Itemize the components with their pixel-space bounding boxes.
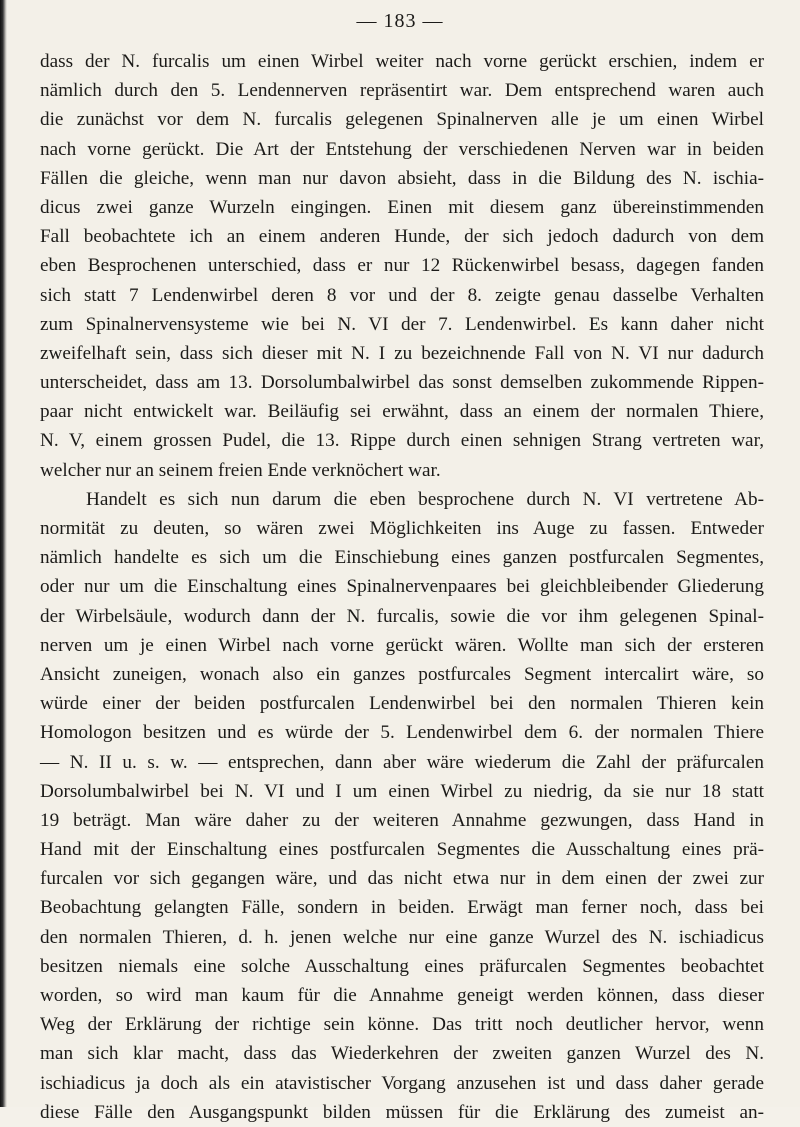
text-line: den normalen Thieren, d. h. jenen welche nur eine ganze Wurzel des N. ischiadicus — [40, 926, 764, 948]
paragraph-2 — [40, 485, 764, 1127]
text-line: Weg der Erklärung der richtige sein könne. Das tritt noch deutlicher hervor, wenn — [40, 1014, 764, 1036]
text-line: N. V, einem grossen Pudel, die 13. Rippe durch einen sehnigen Strang vertreten war, — [40, 430, 764, 452]
text-line: welcher nur an seinem freien Ende verknöchert war. — [40, 459, 441, 481]
text-line: Fall beobachtete ich an einem anderen Hunde, der sich jedoch dadurch von dem — [40, 226, 764, 248]
text-line: würde einer der beiden postfurcalen Lendenwirbel bei den normalen Thieren kein — [40, 693, 764, 715]
page-edge-shadow — [0, 0, 7, 1107]
text-line: der Wirbelsäule, wodurch dann der N. furcalis, sowie die vor ihm gelegenen Spinal- — [40, 605, 764, 627]
text-line: paar nicht entwickelt war. Beiläufig sei erwähnt, dass an einem der normalen Thiere, — [40, 401, 764, 423]
text-line: — N. II u. s. w. — entsprechen, dann aber wäre wiederum die Zahl der präfurcalen — [40, 751, 764, 773]
text-line: oder nur um die Einschaltung eines Spinalnervenpaares bei gleichbleibender Gliederung — [40, 576, 764, 598]
text-line: zum Spinalnervensysteme wie bei N. VI der 7. Lendenwirbel. Es kann daher nicht — [40, 313, 764, 335]
text-line: unterscheidet, dass am 13. Dorsolumbalwirbel das sonst demselben zukommende Rippen- — [40, 372, 764, 394]
text-line: nämlich handelte es sich um die Einschiebung eines ganzen postfurcalen Segmentes, — [40, 547, 764, 569]
text-line: dass der N. furcalis um einen Wirbel weiter nach vorne gerückt erschien, indem er — [40, 51, 764, 72]
text-line: Fällen die gleiche, wenn man nur davon absieht, dass in die Bildung des N. ischia- — [40, 167, 764, 189]
text-line: worden, so wird man kaum für die Annahme geneigt werden können, dass dieser — [40, 985, 764, 1006]
paragraph-1 — [40, 47, 764, 485]
text-line: nämlich durch den 5. Lendennerven repräsentirt war. Dem entsprechend waren auch — [40, 80, 764, 102]
text-line: diese Fälle den Ausgangspunkt bilden müssen für die Erklärung des zumeist an- — [40, 1101, 764, 1123]
text-line: dicus zwei ganze Wurzeln eingingen. Einen mit diesem ganz übereinstimmenden — [40, 196, 764, 218]
text-line: 19 beträgt. Man wäre daher zu der weiteren Annahme gezwungen, dass Hand in — [40, 809, 764, 831]
text-line: ischiadicus ja doch als ein atavistischer Vorgang anzusehen ist und dass daher gerade — [40, 1072, 764, 1094]
text-line: nerven um je einen Wirbel nach vorne gerückt wären. Wollte man sich der ersteren — [40, 634, 764, 656]
text-line: Homologon besitzen und es würde der 5. Lendenwirbel dem 6. der normalen Thiere — [40, 722, 764, 744]
text-line: Dorsolumbalwirbel bei N. VI und I um einen Wirbel zu niedrig, da sie nur 18 statt — [40, 780, 764, 802]
text-line: man sich klar macht, dass das Wiederkehren der zweiten ganzen Wurzel des N. — [40, 1043, 764, 1065]
text-line: zweifelhaft sein, dass sich dieser mit N. I zu bezeichnende Fall von N. VI nur dadurch — [40, 342, 764, 364]
page-number: — 183 — — [356, 10, 444, 32]
text-line: eben Besprochenen unterschied, dass er nur 12 Rückenwirbel besass, dagegen fanden — [40, 255, 764, 277]
text-line: besitzen niemals eine solche Ausschaltung eines präfurcalen Segmentes beobachtet — [40, 955, 764, 977]
text-line: die zunächst vor dem N. furcalis gelegenen Spinalnerven alle je um einen Wirbel — [40, 109, 764, 131]
text-line: Beobachtung gelangten Fälle, sondern in beiden. Erwägt man ferner noch, dass bei — [40, 897, 764, 919]
text-line: nach vorne gerückt. Die Art der Entstehung der verschiedenen Nerven war in beiden — [40, 138, 764, 160]
body-text — [40, 47, 764, 1127]
text-line: Ansicht zuneigen, wonach also ein ganzes postfurcales Segment intercalirt wäre, so — [40, 663, 764, 685]
text-line: furcalen vor sich gegangen wäre, und das nicht etwa nur in dem einen der zwei zur — [40, 868, 764, 890]
text-line: normität zu deuten, so wären zwei Möglichkeiten ins Auge zu fassen. Entweder — [40, 518, 764, 539]
text-line: Hand mit der Einschaltung eines postfurcalen Segmentes die Ausschaltung eines prä- — [40, 839, 764, 861]
text-line: sich statt 7 Lendenwirbel deren 8 vor und der 8. zeigte genau dasselbe Verhalten — [40, 284, 764, 306]
text-line: Handelt es sich nun darum die eben besprochene durch N. VI vertretene Ab- — [86, 488, 764, 510]
